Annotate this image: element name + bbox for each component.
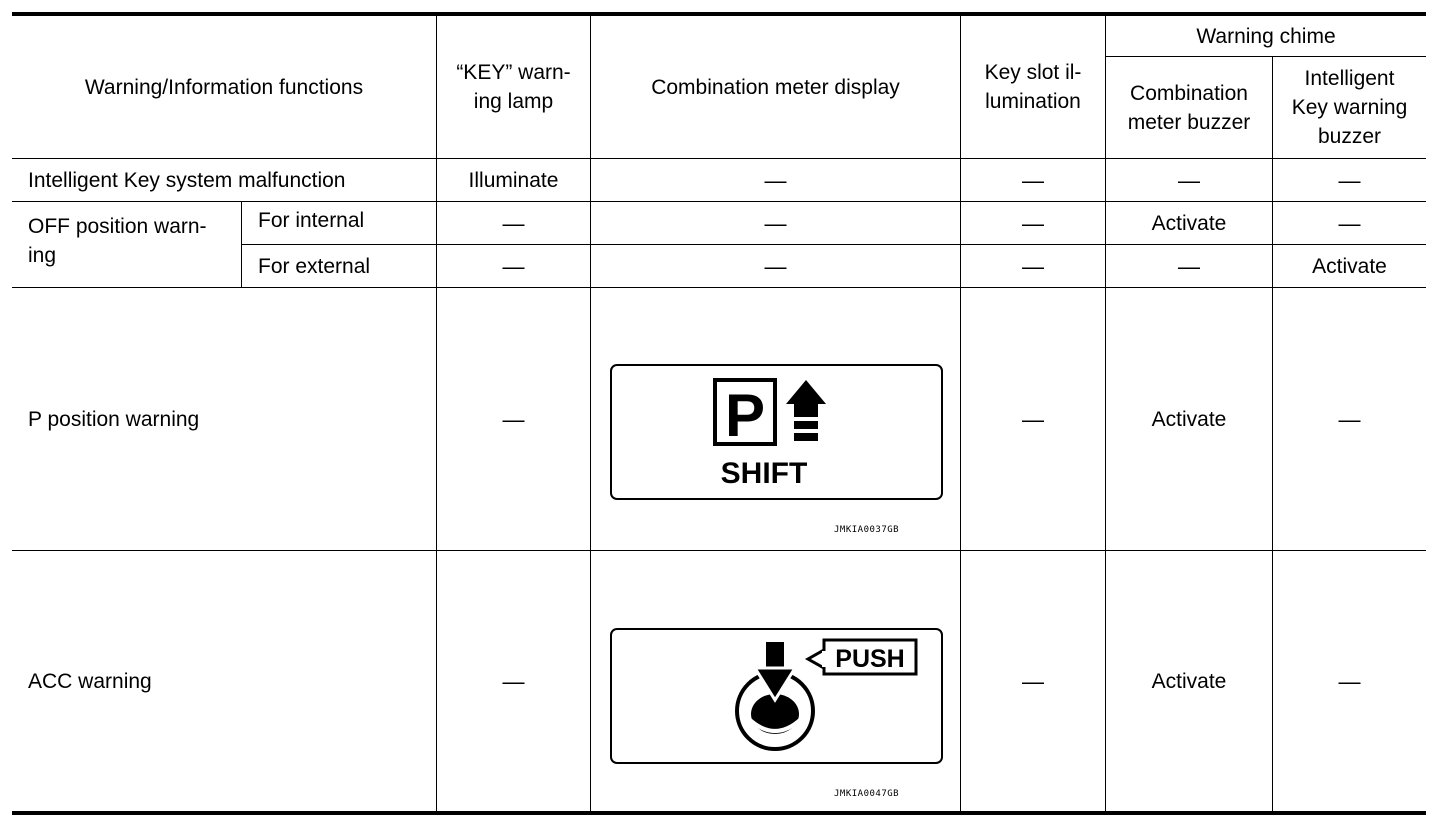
p-letter: P: [724, 382, 766, 449]
cell-value: —: [502, 253, 525, 279]
cell-value: —: [764, 253, 787, 279]
cell-value: —: [1178, 167, 1200, 193]
malfunction-key-slot: [961, 159, 1105, 201]
off-internal-key-lamp: [437, 202, 590, 244]
warning-functions-table: [12, 0, 1426, 830]
header-meter-buzzer: [1106, 57, 1272, 158]
shift-display-panel: [610, 364, 943, 500]
row-label-off-position: [12, 202, 241, 287]
p-position-key-slot: [961, 288, 1105, 550]
p-position-meter-buzzer: [1106, 288, 1272, 550]
arrow-stem-bar: [794, 403, 818, 417]
header-meter-buzzer-text: Combination meter buzzer: [1127, 81, 1251, 134]
off-internal-meter-buzzer: [1106, 202, 1272, 244]
figure-code-acc: JMKIA0047GB: [834, 789, 900, 799]
cell-value: —: [1178, 253, 1200, 279]
header-key-lamp-text: “KEY” warn- ing lamp: [456, 61, 571, 113]
p-position-ikey-buzzer: [1273, 288, 1426, 550]
cell-value: —: [1338, 406, 1361, 432]
cell-value: —: [1022, 253, 1044, 279]
cell-value: —: [1022, 406, 1044, 432]
off-external-ikey-buzzer: [1273, 245, 1426, 287]
cell-value: —: [1338, 668, 1361, 694]
cell-value: Activate: [1151, 407, 1227, 431]
off-internal-key-slot: [961, 202, 1105, 244]
cell-value: —: [1022, 668, 1044, 694]
off-internal-meter-display: [591, 202, 960, 244]
header-meter-display-text: Combination meter display: [651, 75, 900, 99]
malfunction-key-lamp: [437, 159, 590, 201]
header-functions-text: Warning/Information functions: [84, 75, 364, 99]
table-bottom-rule: [12, 811, 1426, 815]
cell-value: —: [764, 167, 787, 193]
header-key-slot: [961, 16, 1105, 158]
figure-code-p: JMKIA0037GB: [834, 525, 900, 535]
cell-value: —: [502, 668, 525, 694]
acc-key-lamp: [437, 551, 590, 811]
row-label-off-position-text: OFF position warn- ing: [28, 215, 207, 267]
malfunction-meter-buzzer: [1106, 159, 1272, 201]
off-external-label-text: For external: [258, 254, 371, 278]
cell-value: Activate: [1151, 211, 1227, 235]
cell-value: —: [1338, 210, 1361, 236]
off-internal-label: [242, 202, 436, 244]
acc-key-slot: [961, 551, 1105, 811]
push-text: PUSH: [835, 645, 905, 673]
press-arrow-stem: [766, 642, 784, 668]
cell-value: Activate: [1151, 669, 1227, 693]
header-key-lamp: [437, 16, 590, 158]
off-external-label: [242, 245, 436, 287]
row-label-acc-text: ACC warning: [28, 669, 152, 693]
arrow-up-icon: [786, 380, 826, 404]
cell-value: —: [502, 210, 525, 236]
row-label-malfunction-text: Intelligent Key system malfunction: [28, 168, 346, 192]
row-label-acc: [12, 551, 436, 811]
malfunction-meter-display: [591, 159, 960, 201]
acc-meter-buzzer: [1106, 551, 1272, 811]
arrow-stem-bar: [794, 433, 818, 441]
cell-value: Illuminate: [468, 168, 559, 192]
cell-value: —: [502, 406, 525, 432]
p-position-key-lamp: [437, 288, 590, 550]
off-external-meter-display: [591, 245, 960, 287]
push-display-panel: [610, 628, 943, 764]
shift-indicator-graphic: [612, 366, 940, 497]
header-key-slot-text: Key slot il- lumination: [984, 61, 1082, 113]
cell-value: Activate: [1312, 254, 1387, 278]
acc-ikey-buzzer: [1273, 551, 1426, 811]
header-meter-display: [591, 16, 960, 158]
off-external-meter-buzzer: [1106, 245, 1272, 287]
off-internal-ikey-buzzer: [1273, 202, 1426, 244]
off-external-key-lamp: [437, 245, 590, 287]
arrow-stem-bar: [794, 421, 818, 429]
cell-value: —: [1338, 167, 1361, 193]
cell-value: —: [1022, 210, 1044, 236]
row-label-p-position: [12, 288, 436, 550]
header-ikey-buzzer: [1273, 57, 1426, 158]
row-label-malfunction: [12, 159, 436, 201]
header-functions: [12, 16, 436, 158]
row-label-p-position-text: P position warning: [28, 407, 200, 431]
push-callout-tail: [808, 650, 824, 668]
header-ikey-buzzer-text: Intelligent Key warning buzzer: [1291, 67, 1408, 148]
cell-value: —: [1022, 167, 1044, 193]
header-warning-chime-text: Warning chime: [1196, 24, 1336, 48]
malfunction-ikey-buzzer: [1273, 159, 1426, 201]
off-internal-label-text: For internal: [258, 209, 365, 232]
shift-text: SHIFT: [720, 457, 808, 490]
push-button-graphic: [612, 630, 940, 761]
off-external-key-slot: [961, 245, 1105, 287]
cell-value: —: [764, 210, 787, 236]
header-warning-chime: [1106, 16, 1426, 56]
push-callout-gap: [822, 651, 827, 667]
